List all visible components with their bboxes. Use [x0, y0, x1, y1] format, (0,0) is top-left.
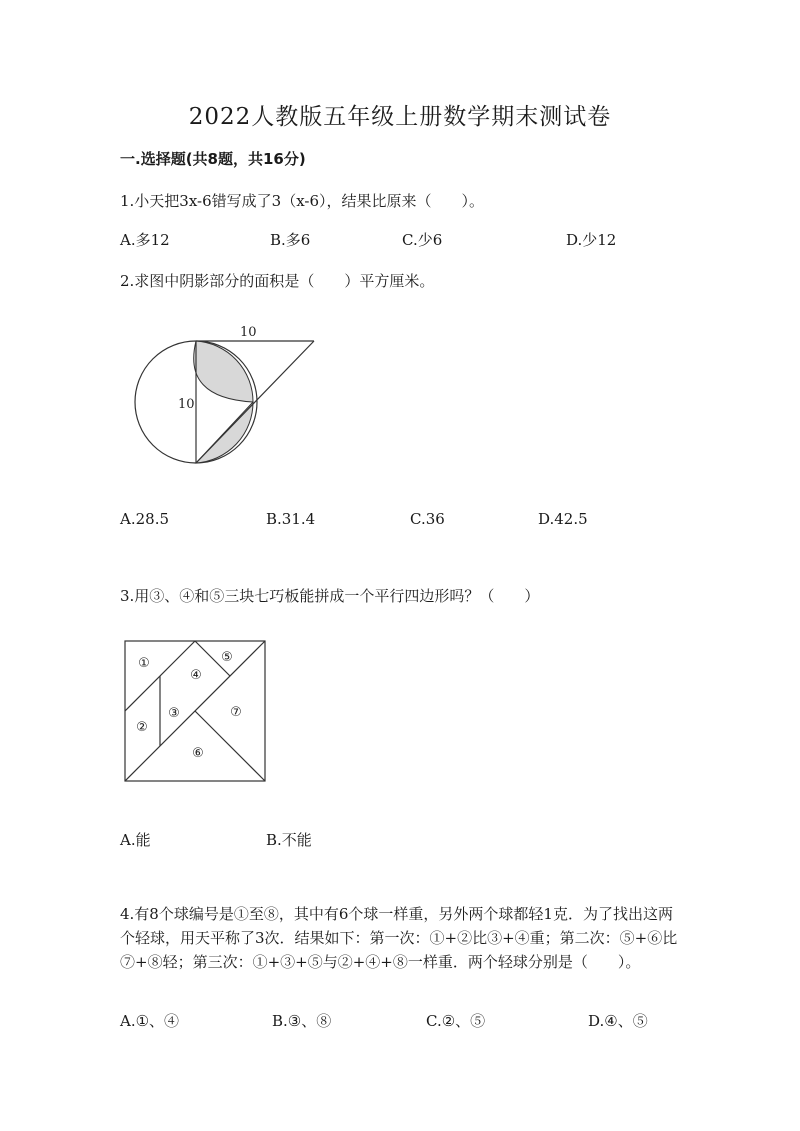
- question-1-text: 1.小天把3x-6错写成了3（x-6），结果比原来（ ）。: [120, 192, 485, 210]
- tangram-label-3: ③: [168, 706, 180, 721]
- q1-option-d[interactable]: D.少12: [566, 231, 617, 249]
- q4-option-a[interactable]: A.①、④: [120, 1012, 180, 1030]
- tangram-label-6: ⑥: [192, 746, 204, 761]
- q3-option-b[interactable]: B.不能: [266, 831, 312, 849]
- tangram-label-4: ④: [190, 668, 202, 683]
- tangram-label-5: ⑤: [221, 650, 233, 665]
- q1-option-c[interactable]: C.少6: [402, 231, 443, 249]
- q1-option-a[interactable]: A.多12: [120, 231, 170, 249]
- q2-option-b[interactable]: B.31.4: [266, 510, 316, 528]
- q2-option-d[interactable]: D.42.5: [538, 510, 588, 528]
- q2-option-c[interactable]: C.36: [410, 510, 445, 528]
- label-left: 10: [178, 397, 195, 412]
- question-2-text: 2.求图中阴影部分的面积是（ ）平方厘米。: [120, 272, 435, 290]
- circle-triangle-figure: [120, 318, 330, 473]
- q4-option-c[interactable]: C.②、⑤: [426, 1012, 486, 1030]
- shaded-lens: [194, 341, 253, 402]
- q4-option-b[interactable]: B.③、⑧: [272, 1012, 332, 1030]
- page-title: 2022人教版五年级上册数学期末测试卷: [188, 104, 612, 130]
- q1-option-b[interactable]: B.多6: [270, 231, 311, 249]
- q3-option-a[interactable]: A.能: [120, 831, 151, 849]
- tangram-figure: [120, 636, 270, 786]
- tangram-label-7: ⑦: [230, 705, 242, 720]
- question-4-text: 4.有8个球编号是①至⑧，其中有6个球一样重，另外两个球都轻1克．为了找出这两个轻球，用天平称了3次．结果如下：第一次：①+②比③+④重；第二次：⑤+⑥比⑦+⑧轻；第三次：①+③+⑤与②+④+⑧一样重．两个轻球分别是（ ）。: [120, 905, 678, 971]
- tangram-label-1: ①: [138, 656, 150, 671]
- tangram-label-2: ②: [136, 720, 148, 735]
- section-heading: 一.选择题(共8题，共16分): [120, 150, 306, 168]
- q4-option-d[interactable]: D.④、⑤: [588, 1012, 648, 1030]
- label-top: 10: [240, 325, 257, 340]
- question-3-text: 3.用③、④和⑤三块七巧板能拼成一个平行四边形吗？（ ）: [120, 587, 540, 605]
- q2-option-a[interactable]: A.28.5: [120, 510, 169, 528]
